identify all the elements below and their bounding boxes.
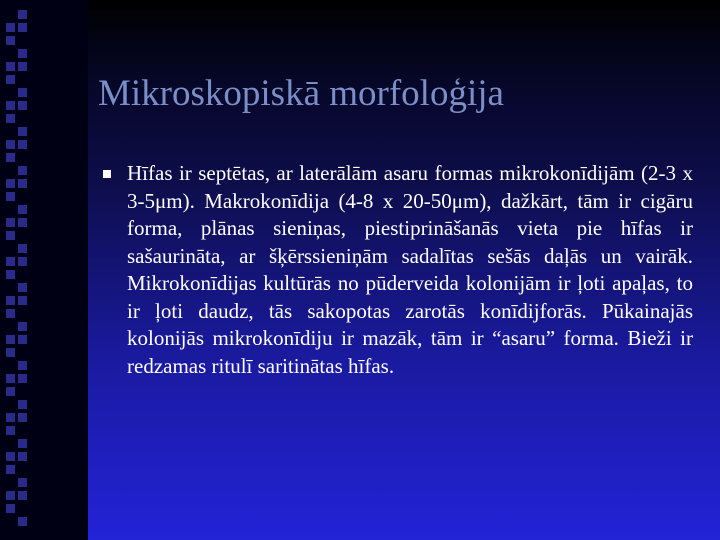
decorative-square <box>18 101 27 110</box>
decorative-square <box>6 75 15 84</box>
decorative-square <box>6 231 15 240</box>
decorative-square <box>18 517 27 526</box>
decorative-square <box>18 452 27 461</box>
decorative-square <box>6 101 15 110</box>
decorative-square <box>6 465 15 474</box>
decorative-square <box>6 335 15 344</box>
decorative-square <box>6 23 15 32</box>
decorative-square <box>6 504 15 513</box>
slide-title: Mikroskopiskā morfoloģija <box>98 73 504 114</box>
decorative-side-strip <box>0 0 88 540</box>
decorative-square <box>6 413 15 422</box>
decorative-square <box>6 270 15 279</box>
decorative-square <box>6 374 15 383</box>
decorative-square <box>18 322 27 331</box>
decorative-square <box>18 439 27 448</box>
decorative-square <box>6 296 15 305</box>
decorative-square <box>6 491 15 500</box>
decorative-square <box>6 218 15 227</box>
decorative-square <box>18 361 27 370</box>
decorative-square <box>18 335 27 344</box>
decorative-square <box>18 283 27 292</box>
decorative-square <box>18 23 27 32</box>
decorative-square <box>6 114 15 123</box>
decorative-square <box>6 192 15 201</box>
decorative-square <box>18 244 27 253</box>
body-paragraph: Hīfas ir septētas, ar laterālām asaru formas mikrokonīdijām (2-3 x 3-5μm). Makrokonīdija (4-8 x 20-50μm), dažkārt, tām ir cigāru forma, plānas sieniņas, piestiprināšanās vieta pie hīfas ir sašaurināta, ar šķērssieniņām sadalītas sešās daļās un vairāk. Mikrokonīdijas kultūrās no pūderveida kolonijām ir ļoti apaļas, to ir ļoti daudz, tās sakopotas zarotās konīdijforās. Pūkainajās kolonijās mikrokonīdiju ir mazāk, tām ir “asaru” forma. Bieži ir redzamas ritulī saritinātas hīfas. <box>127 161 693 378</box>
decorative-square <box>18 400 27 409</box>
decorative-square <box>18 179 27 188</box>
decorative-square <box>6 387 15 396</box>
decorative-square <box>6 348 15 357</box>
decorative-square <box>18 166 27 175</box>
decorative-square <box>6 36 15 45</box>
decorative-square <box>18 127 27 136</box>
decorative-square <box>6 179 15 188</box>
decorative-square <box>18 491 27 500</box>
decorative-square <box>18 88 27 97</box>
decorative-square <box>18 10 27 19</box>
decorative-square <box>6 309 15 318</box>
decorative-square <box>18 257 27 266</box>
decorative-square <box>18 413 27 422</box>
decorative-square <box>18 296 27 305</box>
square-bullet-icon <box>103 170 111 178</box>
decorative-square <box>6 426 15 435</box>
decorative-square <box>6 140 15 149</box>
decorative-square <box>6 452 15 461</box>
decorative-square <box>18 205 27 214</box>
decorative-square <box>6 257 15 266</box>
decorative-square <box>18 478 27 487</box>
decorative-square <box>18 218 27 227</box>
decorative-square <box>18 49 27 58</box>
decorative-square <box>18 140 27 149</box>
decorative-square <box>18 62 27 71</box>
decorative-square <box>6 62 15 71</box>
decorative-square <box>18 374 27 383</box>
decorative-square <box>6 153 15 162</box>
